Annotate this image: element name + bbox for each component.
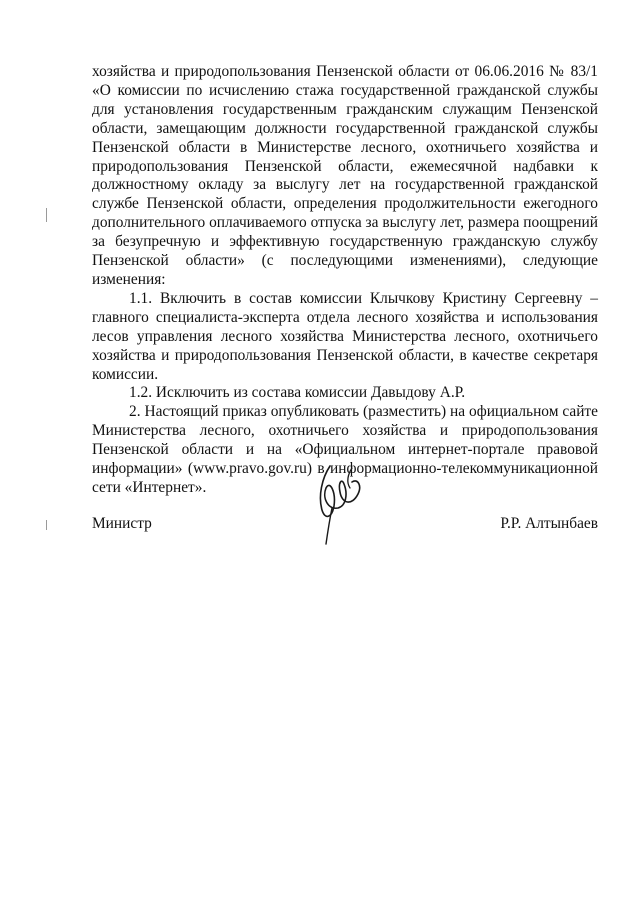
document-body — [92, 63, 598, 498]
paragraph-continuation: хозяйства и природопользования Пензенской области от 06.06.2016 № 83/1 «О комиссии по исчислению стажа государственной гражданской службы для установления государственным гражданским служащим Пензенской области, замещающим должности государственной гражданской службы Пензенской области в Министерстве лесного, охотничьего хозяйства и природопользования Пензенской области, ежемесячной надбавки к должностному окладу за выслугу лет на государственной гражданской службе Пензенской области, определения продолжительности ежегодного дополнительного оплачиваемого отпуска за выслугу лет, размера поощрений за безупречную и эффективную государственную гражданскую службу Пензенской области» (с последующими изменениями), следующие изменения: — [92, 63, 598, 288]
scan-artifact-left — [46, 208, 47, 222]
paragraph-item-1-1: 1.1. Включить в состав комиссии Клычкову Кристину Сергеевну – главного специалиста-эксперта отдела лесного хозяйства и использования лесов управления лесного хозяйства Министерства лесного, охотничьего хозяйства и природопользования Пензенской области, в качестве секретаря комиссии. — [92, 289, 598, 383]
signature-block — [92, 515, 598, 535]
paragraph-item-2: 2. Настоящий приказ опубликовать (разместить) на официальном сайте Министерства лесного, охотничьего хозяйства и природопользования Пензенской области и на «Официальном интернет-портале правовой информации» (www.pravo.gov.ru) в информационно-телекоммуникационной сети «Интернет». — [92, 403, 598, 496]
scan-artifact-left-lower — [46, 520, 47, 530]
paragraph-item-1-2: 1.2. Исключить из состава комиссии Давыдову А.Р. — [129, 384, 466, 402]
signatory-name: Р.Р. Алтынбаев — [500, 515, 598, 532]
signatory-role: Министр — [92, 515, 152, 532]
